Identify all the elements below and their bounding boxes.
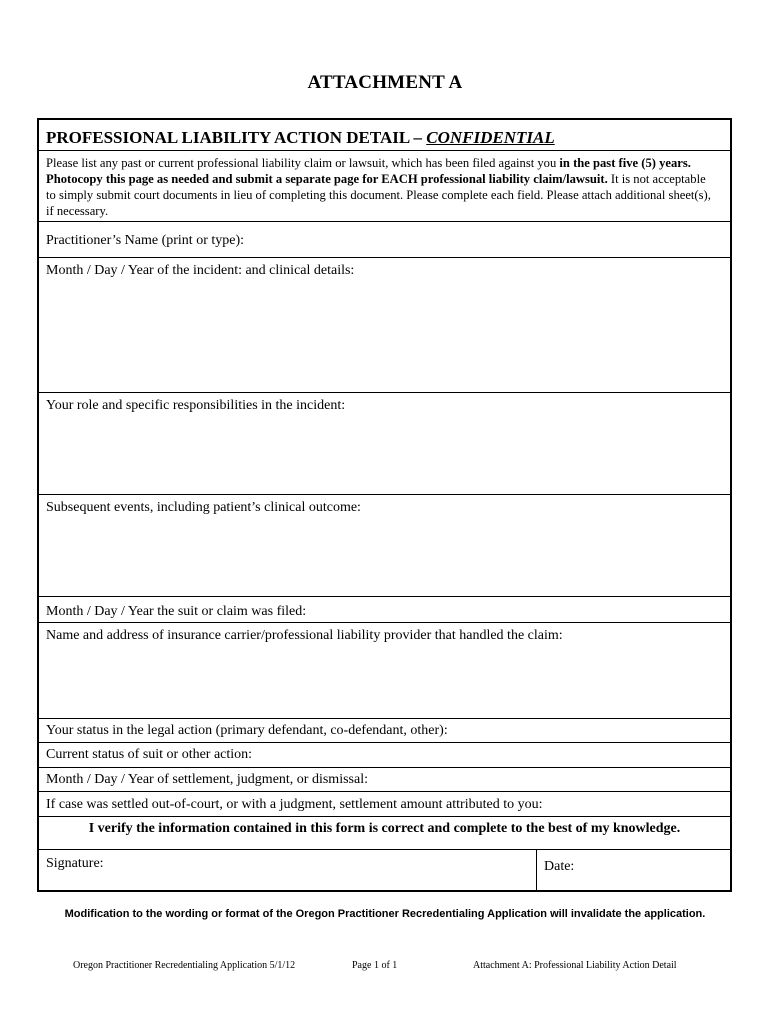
legal-status-field[interactable] [39,719,730,743]
form-heading-main: PROFESSIONAL LIABILITY ACTION DETAIL – [46,128,427,147]
settlement-amount-label: If case was settled out-of-court, or with a judgment, settlement amount attributed to you: [46,797,543,812]
role-label: Your role and specific responsibilities in the incident: [46,398,346,413]
signature-label: Signature: [46,856,104,871]
footer-left: Oregon Practitioner Recredentialing Application 5/1/12 [73,960,296,971]
signature-date-divider [536,850,537,892]
liability-form [37,118,732,892]
settlement-date-label: Month / Day / Year of settlement, judgment, or dismissal: [46,772,368,787]
incident-details-field[interactable] [39,258,730,393]
footer-page-number: Page 1 of 1 [352,960,398,971]
current-status-label: Current status of suit or other action: [46,747,253,762]
form-heading [46,128,555,148]
heading-divider [39,150,730,151]
suit-filed-label: Month / Day / Year the suit or claim was filed: [46,604,307,619]
page-title: ATTACHMENT A [307,72,463,93]
insurance-carrier-field[interactable] [39,623,730,719]
signature-row [39,850,730,892]
suit-filed-field[interactable] [39,597,730,623]
form-header-section [39,120,730,222]
current-status-field[interactable] [39,743,730,768]
instructions-part2: in the past five (5) years. Photocopy this page as needed and submit a separate page for EACH professional liability claim/lawsuit. [46,156,691,186]
role-field[interactable] [39,393,730,495]
instructions-part1: Please list any past or current professional liability claim or lawsuit, which has been filed against you [46,156,560,170]
incident-details-label: Month / Day / Year of the incident: and clinical details: [46,263,355,278]
date-label: Date: [544,859,575,874]
verification-row [39,817,730,850]
form-heading-confidential: CONFIDENTIAL [426,128,555,147]
settlement-date-field[interactable] [39,768,730,792]
practitioner-name-field[interactable] [39,222,730,258]
practitioner-name-label: Practitioner’s Name (print or type): [46,233,245,248]
subsequent-events-field[interactable] [39,495,730,597]
verification-statement: I verify the information contained in this form is correct and complete to the best of my knowledge. [88,821,681,836]
instructions-part3: It is not acceptable to simply submit court documents in lieu of completing this document. Please complete each field. Please attach additional sheet(s), if necessary. [46,172,711,218]
subsequent-events-label: Subsequent events, including patient’s clinical outcome: [46,500,361,515]
settlement-amount-field[interactable] [39,792,730,817]
footer-right: Attachment A: Professional Liability Action Detail [473,960,677,971]
modification-note: Modification to the wording or format of the Oregon Practitioner Recredentialing Application will invalidate the application. [64,908,706,920]
form-instructions [46,155,718,219]
legal-status-label: Your status in the legal action (primary defendant, co-defendant, other): [46,723,448,738]
insurance-carrier-label: Name and address of insurance carrier/professional liability provider that handled the claim: [46,628,563,643]
